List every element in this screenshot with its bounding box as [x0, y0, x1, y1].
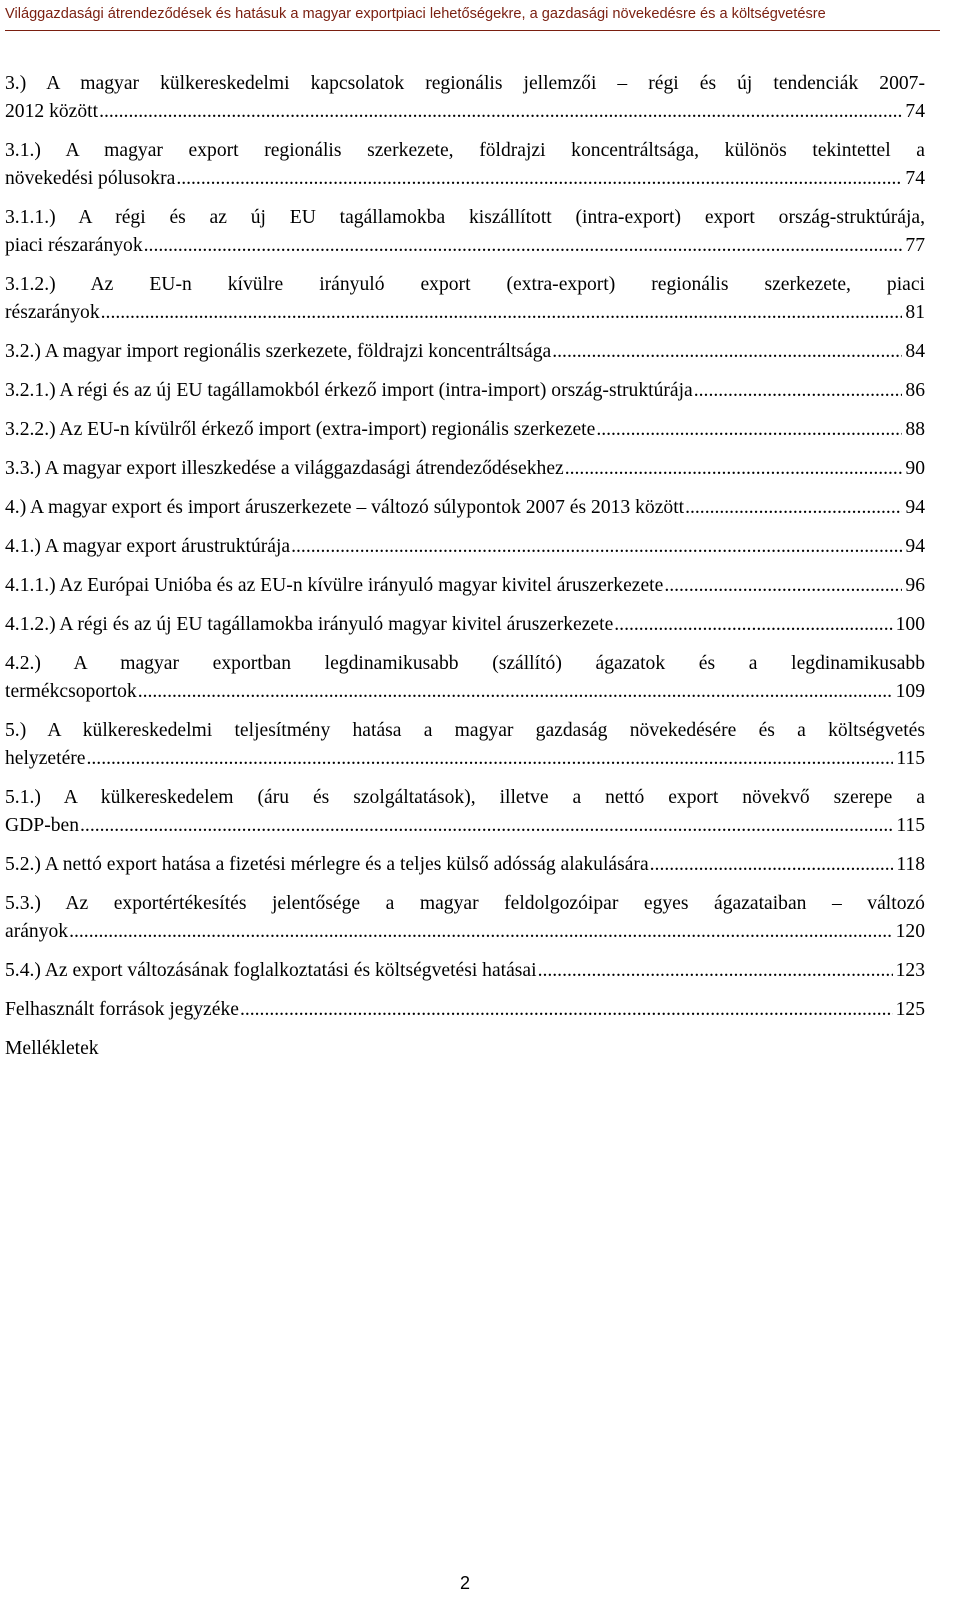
toc-entry[interactable] [5, 455, 925, 483]
toc-entry[interactable] [5, 851, 925, 879]
dot-leader [69, 918, 893, 946]
toc-entry-title: 3.2.) A magyar import regionális szerkezete, földrajzi koncentráltsága [5, 341, 552, 362]
page-number: 2 [459, 1573, 470, 1593]
toc-entry-page: 125 [895, 999, 925, 1020]
toc-entry[interactable] [5, 957, 925, 985]
dot-leader [694, 377, 903, 405]
dot-leader [176, 165, 902, 193]
toc-entry-title: Felhasznált források jegyzéke [5, 999, 239, 1020]
toc-entry-title: 4.1.) A magyar export árustruktúrája [5, 536, 291, 557]
toc-entry[interactable] [5, 137, 925, 193]
toc-entry[interactable] [5, 338, 925, 366]
dot-leader [291, 533, 902, 561]
running-header: Világgazdasági átrendeződések és hatásuk a magyar exportpiaci lehetőségekre, a gazdasági növekedésre és a költségvetésre [5, 0, 940, 31]
toc-entry-title-line1: 5.1.) A külkereskedelem (áru és szolgáltatások), illetve a nettó export növekvő szerepe a [5, 787, 925, 808]
toc-entry-page: 96 [905, 575, 925, 596]
toc-entry-page: 109 [895, 681, 925, 702]
toc-entry[interactable] [5, 416, 925, 444]
toc-entry-page: 94 [905, 536, 925, 557]
toc-entry-page: 118 [896, 854, 925, 875]
toc-entry-title-line1: 5.3.) Az exportértékesítés jelentősége a magyar feldolgozóipar egyes ágazataiban – változó [5, 893, 925, 914]
toc-entry-title-line2: 2012 között [5, 101, 99, 122]
toc-entry-title: 5.2.) A nettó export hatása a fizetési mérlegre és a teljes külső adósság alakulására [5, 854, 649, 875]
dot-leader [99, 98, 902, 126]
toc-entry-title-line1: 5.) A külkereskedelmi teljesítmény hatása a magyar gazdaság növekedésére és a költségvetés [5, 720, 925, 741]
toc-entry[interactable] [5, 377, 925, 405]
toc-entry-title: 3.2.1.) A régi és az új EU tagállamokból érkező import (intra-import) ország-struktúrája [5, 380, 693, 401]
toc-entry-title: 5.4.) Az export változásának foglalkoztatási és költségvetési hatásai [5, 960, 537, 981]
dot-leader [596, 416, 902, 444]
toc-entry-page: 74 [905, 101, 925, 122]
toc-entry-page: 120 [895, 921, 925, 942]
toc-entry-title: 4.) A magyar export és import áruszerkezete – változó súlypontok 2007 és 2013 között [5, 497, 685, 518]
toc-entry-title: 4.1.1.) Az Európai Unióba és az EU-n kívülre irányuló magyar kivitel áruszerkezete [5, 575, 664, 596]
toc-entry[interactable] [5, 572, 925, 600]
toc-entry[interactable] [5, 204, 925, 260]
dot-leader [101, 299, 903, 327]
toc-entry[interactable] [5, 271, 925, 327]
dot-leader [80, 812, 893, 840]
toc-entry-title-line1: 4.2.) A magyar exportban legdinamikusabb (szállító) ágazatok és a legdinamikusabb [5, 653, 925, 674]
toc-entry-title: 3.3.) A magyar export illeszkedése a világgazdasági átrendeződésekhez [5, 458, 564, 479]
toc-entry-title-line2: növekedési pólusokra [5, 168, 176, 189]
toc-entry[interactable] [5, 494, 925, 522]
toc-entry[interactable] [5, 996, 925, 1024]
dot-leader [552, 338, 902, 366]
toc-entry-page: 81 [905, 302, 925, 323]
toc-entry-page: 74 [905, 168, 925, 189]
toc-entry-title: 4.1.2.) A régi és az új EU tagállamokba irányuló magyar kivitel áruszerkezete [5, 614, 614, 635]
appendix-label: Mellékletek [5, 1038, 99, 1059]
toc-entry[interactable] [5, 533, 925, 561]
dot-leader [685, 494, 902, 522]
dot-leader [538, 957, 893, 985]
toc-entry-page: 115 [896, 748, 925, 769]
toc-entry-page: 88 [905, 419, 925, 440]
dot-leader [650, 851, 894, 879]
toc-entry-title-line2: helyzetére [5, 748, 86, 769]
dot-leader [87, 745, 894, 773]
toc-entry[interactable] [5, 784, 925, 840]
dot-leader [565, 455, 903, 483]
dot-leader [138, 678, 893, 706]
toc-entry-title-line2: részarányok [5, 302, 100, 323]
toc-entry-page: 123 [895, 960, 925, 981]
toc-entry-page: 115 [896, 815, 925, 836]
dot-leader [664, 572, 902, 600]
toc-entry-title-line2: GDP-ben [5, 815, 80, 836]
toc-entry-title-line1: 3.1.1.) A régi és az új EU tagállamokba kiszállított (intra-export) export ország-struktúrája, [5, 207, 926, 228]
toc-entry-page: 86 [905, 380, 925, 401]
toc-entry-page: 90 [905, 458, 925, 479]
toc-entry-page: 94 [905, 497, 925, 518]
toc-entry-title-line1: 3.1.) A magyar export regionális szerkezete, földrajzi koncentráltsága, különös tekintettel a [5, 140, 925, 161]
toc-entry-title-line1: 3.1.2.) Az EU-n kívülre irányuló export (extra-export) regionális szerkezete, piaci [5, 274, 925, 295]
toc-entry-title-line2: arányok [5, 921, 69, 942]
toc-entry[interactable] [5, 650, 925, 706]
toc-entry[interactable] [5, 717, 925, 773]
dot-leader [240, 996, 893, 1024]
toc-entry-title-line2: piaci részarányok [5, 235, 143, 256]
dot-leader [144, 232, 903, 260]
toc-entry[interactable] [5, 611, 925, 639]
toc-entry[interactable] [5, 70, 925, 126]
toc-entry-title-line2: termékcsoportok [5, 681, 137, 702]
toc-entry-title: 3.2.2.) Az EU-n kívülről érkező import (extra-import) regionális szerkezete [5, 419, 596, 440]
toc-entry[interactable] [5, 890, 925, 946]
dot-leader [614, 611, 892, 639]
toc-entry-title-line1: 3.) A magyar külkereskedelmi kapcsolatok regionális jellemzői – régi és új tendenciák 2007- [5, 73, 925, 94]
table-of-contents [5, 70, 925, 1063]
toc-entry-page: 84 [905, 341, 925, 362]
toc-entry-page: 77 [905, 235, 925, 256]
toc-entry-page: 100 [895, 614, 925, 635]
